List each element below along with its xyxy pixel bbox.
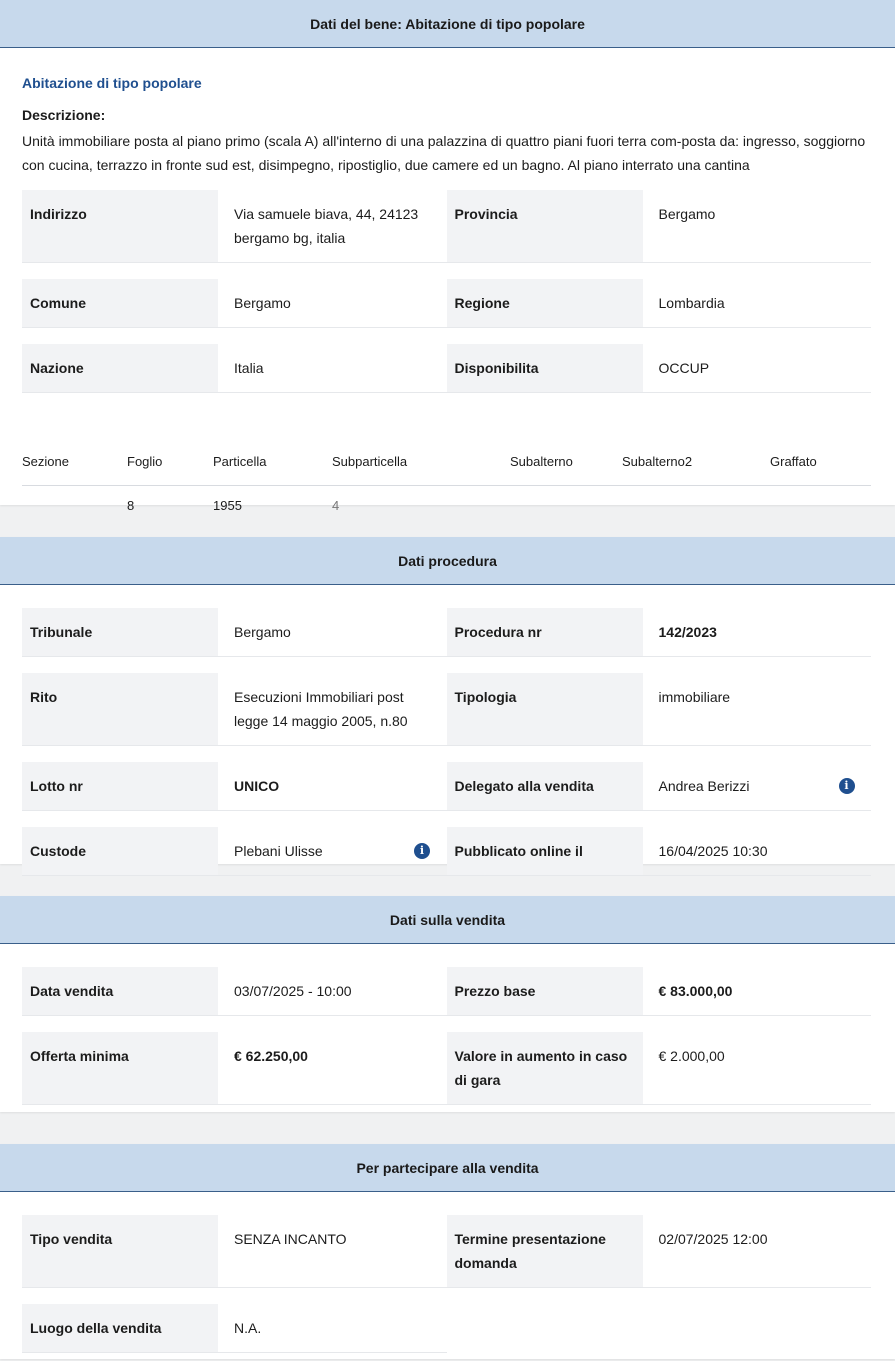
delegato-value: Andrea Berizzi [658,778,750,794]
termine-label: Termine presentazione domanda [447,1215,643,1287]
procedura-header: Dati procedura [0,537,895,585]
data-vendita-value: 03/07/2025 - 10:00 [234,983,352,999]
prezzo-base-value: € 83.000,00 [658,983,733,999]
cell-sezione [22,486,127,525]
pubblicato-label: Pubblicato online il [447,827,643,875]
col-subalterno2: Subalterno2 [622,437,770,486]
cell-subparticella: 4 [332,497,340,513]
disponibilita-value: OCCUP [658,360,710,376]
tipo-vendita-value: SENZA INCANTO [234,1231,347,1247]
bene-fields [22,190,871,393]
col-subalterno: Subalterno [488,437,622,486]
partecipare-header: Per partecipare alla vendita [0,1144,895,1192]
field-row [22,1304,447,1353]
procedura-card [0,537,895,864]
custode-value: Plebani Ulisse [234,843,323,859]
cell-subalterno [488,486,622,525]
offerta-minima-value: € 62.250,00 [234,1048,308,1064]
comune-value: Bergamo [234,295,291,311]
vendita-header: Dati sulla vendita [0,896,895,944]
cell-graffato [770,486,871,525]
custode-info-icon[interactable]: i [414,843,430,859]
bene-subtitle: Abitazione di tipo popolare [22,75,202,91]
tipo-vendita-label: Tipo vendita [22,1215,218,1287]
catasto-header-row [22,437,871,486]
delegato-info-icon[interactable]: i [839,778,855,794]
field-row [22,190,871,263]
comune-label: Comune [22,279,218,327]
nazione-value: Italia [234,360,264,376]
col-foglio: Foglio [127,437,213,486]
delegato-value-cell [643,762,863,810]
col-particella: Particella [213,437,332,486]
vendita-card [0,896,895,1112]
aumento-value: € 2.000,00 [658,1048,725,1064]
field-row [22,1032,871,1105]
col-graffato: Graffato [770,437,871,486]
aumento-label: Valore in aumento in caso di gara [447,1032,643,1104]
procedura-fields [22,608,871,876]
prezzo-base-label: Prezzo base [447,967,643,1015]
tipologia-label: Tipologia [447,673,643,745]
regione-value: Lombardia [658,295,725,311]
procedura-nr-label: Procedura nr [447,608,643,656]
tribunale-label: Tribunale [22,608,218,656]
luogo-label: Luogo della vendita [22,1304,218,1352]
luogo-value: N.A. [234,1320,262,1336]
tribunale-value: Bergamo [234,624,291,640]
description-text: Unità immobiliare posta al piano primo (scala A) all'interno di una palazzina di quattro piani fuori terra com-posta da: ingresso, soggiorno con cucina, terrazzo in fronte sud est, disimpegno, ripostiglio, due camere ed un bagno. Al piano interrato una cantina [22,133,866,173]
field-row [22,827,871,876]
catasto-table [22,437,871,524]
custode-label: Custode [22,827,218,875]
cell-foglio: 8 [127,497,135,513]
bene-card [0,0,895,513]
tipologia-value: immobiliare [658,689,731,705]
field-row [22,1215,871,1288]
indirizzo-value: Via samuele biava, 44, 24123 bergamo bg, italia [234,206,419,246]
termine-value: 02/07/2025 12:00 [658,1231,768,1247]
col-subparticella: Subparticella [332,437,488,486]
table-row [22,486,871,525]
procedura-nr-value: 142/2023 [658,624,717,640]
lotto-label: Lotto nr [22,762,218,810]
rito-value: Esecuzioni Immobiliari post legge 14 maggio 2005, n.80 [234,689,408,729]
field-row [22,673,871,746]
cell-particella: 1955 [213,497,242,513]
data-vendita-label: Data vendita [22,967,218,1015]
vendita-fields [22,967,871,1105]
custode-value-cell [218,827,438,875]
col-sezione: Sezione [22,437,127,486]
bene-header: Dati del bene: Abitazione di tipo popolare [0,0,895,48]
lotto-value: UNICO [234,778,280,794]
nazione-label: Nazione [22,344,218,392]
provincia-value: Bergamo [658,206,716,222]
partecipare-card [0,1144,895,1359]
offerta-minima-label: Offerta minima [22,1032,218,1104]
provincia-label: Provincia [447,190,643,262]
field-row [22,279,871,328]
partecipare-fields [22,1215,871,1353]
cell-subalterno2 [622,486,770,525]
field-row [22,344,871,393]
description-label: Descrizione: [22,107,106,123]
disponibilita-label: Disponibilita [447,344,643,392]
delegato-label: Delegato alla vendita [447,762,643,810]
regione-label: Regione [447,279,643,327]
field-row [22,762,871,811]
field-row [22,608,871,657]
rito-label: Rito [22,673,218,745]
field-row [22,967,871,1016]
pubblicato-value: 16/04/2025 10:30 [658,843,768,859]
indirizzo-label: Indirizzo [22,190,218,262]
